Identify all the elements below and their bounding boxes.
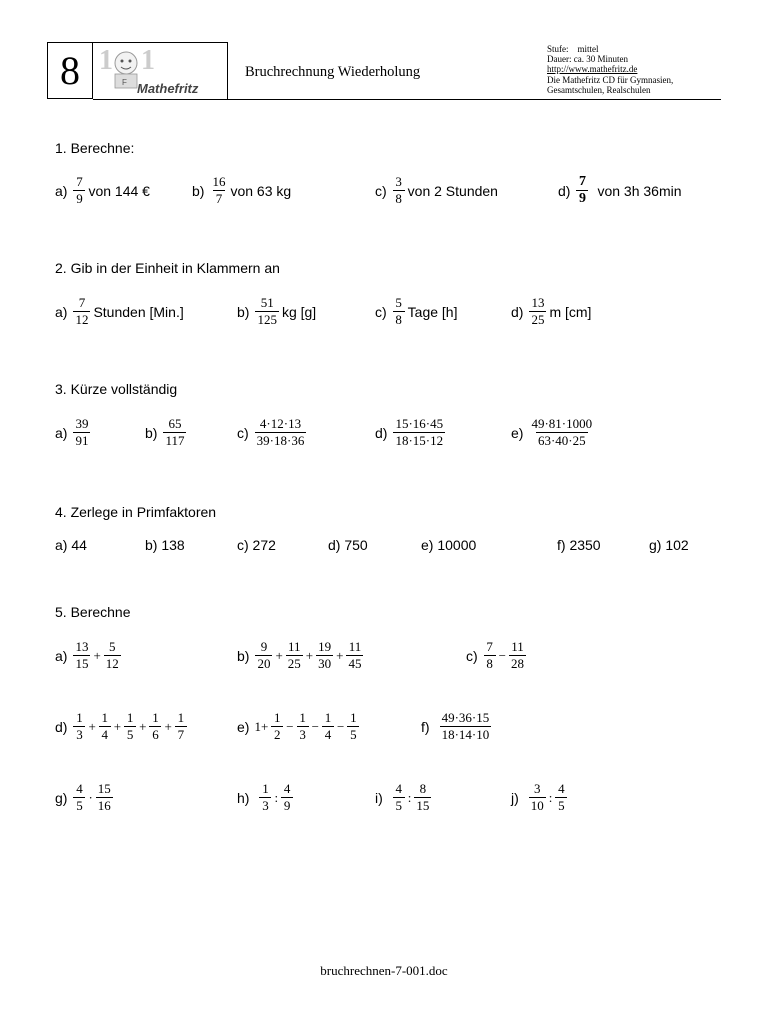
task-2d: d) $\frac{13}{25}$ m [cm] [511,295,592,327]
mathefritz-logo [93,42,228,99]
section-5-heading: 5. Berechne [55,604,131,620]
task-3c: c) $\frac{4\cdot 12\cdot 13}{39\cdot 18\cdot 36}$ [237,416,305,448]
meta-url[interactable]: http://www.mathefritz.de [547,64,638,75]
task-1d: d) $\frac{7}{9}$ von 3h 36min [558,174,682,206]
svg-text:1: 1 [99,45,113,76]
meta-level: Stufe: mittel [547,44,599,54]
section-2-heading: 2. Gib in der Einheit in Klammern an [55,260,280,276]
task-3b: b) $\frac{65}{117}$ [145,416,185,448]
task-5c: c) $\frac{7}{8}$ − $\frac{11}{28}$ [466,639,525,671]
svg-text:F: F [122,78,127,87]
task-4e: e) 10000 [421,537,477,553]
meta-cd: Die Mathefritz CD für Gymnasien, [547,74,674,85]
task-1b: b) $\frac{16}{7}$ von 63 kg [192,174,292,206]
task-4b: b) 138 [145,537,185,553]
footer-filename: bruchrechnen-7-001.doc [320,963,448,978]
task-2c: c) $\frac{5}{8}$ Tage [h] [375,295,458,327]
task-5a: a) $\frac{13}{15}$ + $\frac{5}{12}$ [55,639,119,671]
document-title: Bruchrechnung Wiederholung [245,64,421,80]
task-5b: b) $\frac{9}{20}$ + $\frac{11}{25}$ + $\frac{19}{30}$ + $\frac{11}{45}$ [237,639,362,671]
task-2a: a) $\frac{7}{12}$ Stunden [Min.] [55,295,184,327]
task-4c: c) 272 [237,537,276,553]
task-1c: c) $\frac{3}{8}$ von 2 Stunden [375,174,498,206]
task-3d: d) $\frac{15\cdot 16\cdot 45}{18\cdot 15\cdot 12}$ [375,416,444,448]
svg-text:1: 1 [141,45,155,76]
task-5d: d) $\frac{1}{3}$ + $\frac{1}{4}$ + $\frac{1}{5}$ + $\frac{1}{6}$ + $\frac{1}{7}$ [55,711,189,742]
task-4g: g) 102 [649,537,689,553]
meta-schools: Gesamtschulen, Realschulen [547,84,651,95]
task-4a: a) 44 [55,537,87,553]
task-4d: d) 750 [328,537,368,553]
section-1-heading: 1. Berechne: [55,140,135,156]
task-5e: e) 1+ $\frac{1}{2}$ − $\frac{1}{3}$ − $\frac{1}{4}$ − $\frac{1}{5}$ [237,711,361,742]
task-2b: b) $\frac{51}{125}$ kg [g] [237,295,317,327]
task-5h: h) $\frac{1}{3}$ : $\frac{4}{9}$ [237,782,295,813]
mathefritz-logo-icon [93,43,227,99]
section-4-heading: 4. Zerlege in Primfaktoren [55,504,217,520]
task-5g: g) $\frac{4}{5}$ · $\frac{15}{16}$ [55,781,111,813]
header-divider [93,99,721,100]
grade-box: 8 [47,42,93,99]
meta-info [547,44,673,95]
task-5i: i) $\frac{4}{5}$ : $\frac{8}{15}$ [375,781,430,813]
task-1a: a) $\frac{7}{9}$ von 144 € [55,174,150,206]
task-3e: e) $\frac{49\cdot 81\cdot 1000}{63\cdot 40\cdot 25}$ [511,416,593,448]
meta-duration: Dauer: ca. 30 Minuten [547,54,628,65]
task-5j: j) $\frac{3}{10}$ : $\frac{4}{5}$ [511,782,569,813]
task-4f: f) 2350 [557,537,601,553]
task-3a: a) $\frac{39}{91}$ [55,416,89,448]
svg-text:Mathefritz: Mathefritz [137,81,199,96]
section-3-heading: 3. Kürze vollständig [55,381,178,397]
task-5f: f) $\frac{49\cdot 36\cdot 15}{18\cdot 14\cdot 10}$ [421,710,490,742]
